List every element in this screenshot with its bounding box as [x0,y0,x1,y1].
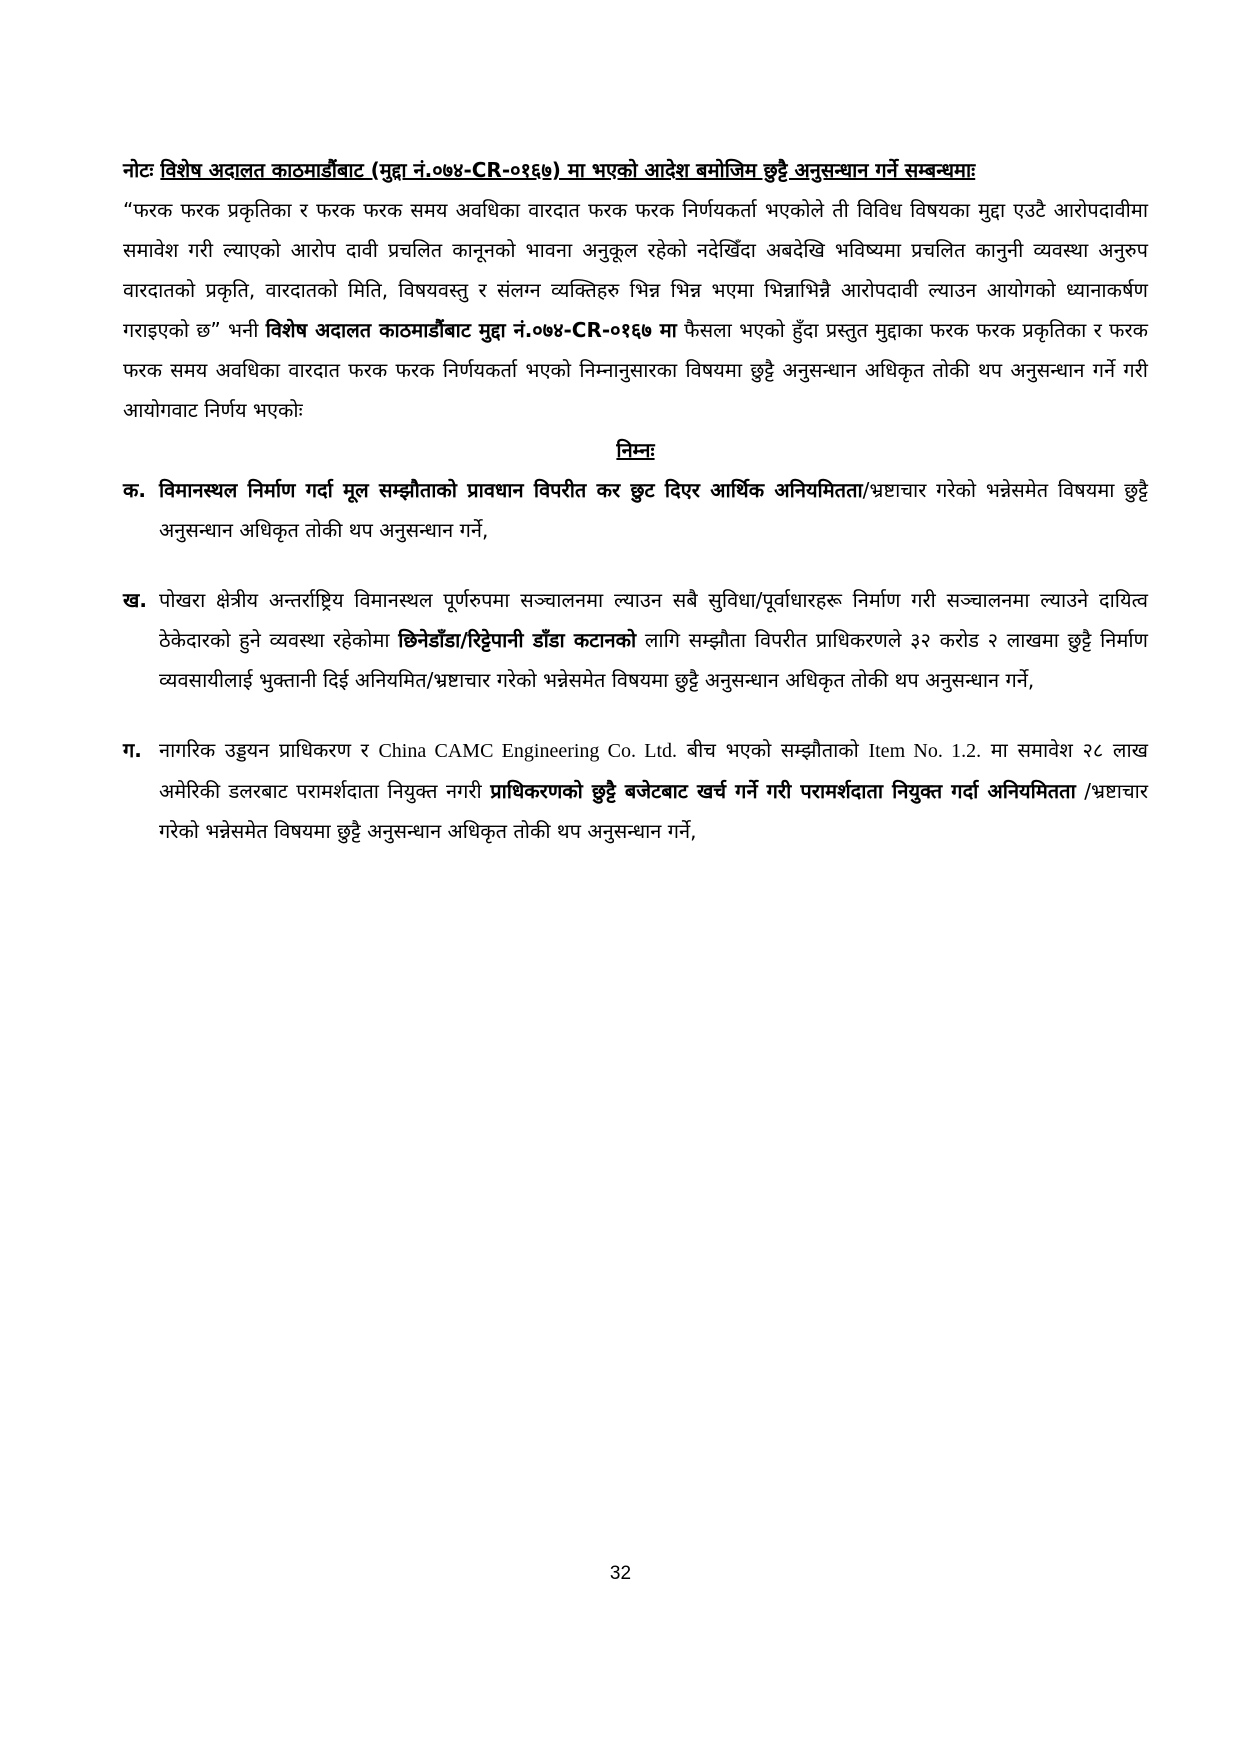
list-item-part4: /भ्रष्टाचार गरेको भन्नेसमेत विषयमा छुट्टै अनुसन्धान अधिकृत तोकी थप अनुसन्धान गर्ने, [159,779,1149,843]
intro-paragraph [123,190,1148,430]
list-item-part1: नागरिक उड्डयन प्राधिकरण र [159,738,369,762]
list-item-part2: लागि सम्झौता विपरीत प्राधिकरणले ३२ करोड २ लाखमा छुट्टै निर्माण व्यवसायीलाई भुक्तानी दिई अनियमित/भ्रष्टाचार गरेको भन्नेसमेत विषयमा छुट्टै अनुसन्धान अधिकृत तोकी थप अनुसन्धान गर्ने, [159,628,1148,692]
list-item-label: ख. [123,588,147,612]
list-item-part3: मा समावेश २८ लाख अमेरिकी डलरबाट परामर्शदाता नियुक्त नगरी [159,738,1149,803]
list-item-bold: प्राधिकरणको छुट्टै बजेटबाट खर्च गर्ने गरी परामर्शदाता नियुक्त गर्दा अनियमितता [490,779,1076,803]
list-item-text [159,580,1148,700]
note-heading [123,150,1148,190]
list-item-kha [123,580,1148,700]
list-heading: निम्नः [616,438,655,462]
page-content [123,150,1148,881]
list-item-part1: पोखरा क्षेत्रीय अन्तर्राष्ट्रिय विमानस्थल पूर्णरुपमा सञ्चालनमा ल्याउन सबै सुविधा/पूर्वाधारहरू निर्माण गरी सञ्चालनमा ल्याउने दायित्व ठेकेदारको हुने व्यवस्था रहेकोमा [159,588,1148,652]
list-item-text [159,730,1148,851]
list-item-part2: बीच भएको सम्झौताको [686,738,859,762]
list-item-text [159,470,1148,550]
intro-bold-case-ref: विशेष अदालत काठमाडौंबाट मुद्दा नं.०७४-CR-०१६७ मा [265,318,677,342]
note-label: नोटः [123,158,154,182]
list-item-label: ग. [123,738,142,762]
list-item-rest: /भ्रष्टाचार गरेको भन्नेसमेत विषयमा छुट्टै अनुसन्धान अधिकृत तोकी थप अनुसन्धान गर्ने, [159,478,1148,542]
list-item-label: क. [123,478,146,502]
note-heading-text: विशेष अदालत काठमाडौंबाट (मुद्दा नं.०७४-CR-०१६७) मा भएको आदेश बमोजिम छुट्टै अनुसन्धान गर्ने सम्बन्धमाः [160,158,976,182]
intro-text-2: फैसला भएको हुँदा प्रस्तुत मुद्दाका फरक फरक प्रकृतिका र फरक फरक समय अवधिका वारदात फरक फरक निर्णयकर्ता भएको निम्नानुसारका विषयमा छुट्टै अनुसन्धान अधिकृत तोकी थप अनुसन्धान गर्ने गरी आयोगवाट निर्णय भएकोः [123,318,1149,422]
item-number: Item No. 1.2. [868,740,982,762]
list-item-bold: छिनेडाँडा/रिट्टेपानी डाँडा कटानको [398,628,637,652]
page-number: 32 [609,1563,632,1584]
list-item-ka [123,470,1148,550]
company-name: China CAMC Engineering Co. Ltd. [378,740,678,762]
list-item-bold: विमानस्थल निर्माण गर्दा मूल सम्झौताको प्रावधान विपरीत कर छुट दिएर आर्थिक अनियमितता [159,478,863,502]
list-item-ga [123,730,1148,851]
intro-text-1: “फरक फरक प्रकृतिका र फरक फरक समय अवधिका वारदात फरक फरक निर्णयकर्ता भएकोले ती विविध विषयका मुद्दा एउटै आरोपदावीमा समावेश गरी ल्याएको आरोप दावी प्रचलित कानूनको भावना अनुकूल रहेको नदेखिँदा अबदेखि भविष्यमा प्रचलित कानुनी व्यवस्था अनुरुप वारदातको प्रकृति, वारदातको मिति, विषयवस्तु र संलग्न व्यक्तिहरु भिन्न भिन्न भएमा भिन्नाभिन्नै आरोपदावी ल्याउन आयोगको ध्यानाकर्षण गराइएको छ” भनी [123,198,1148,342]
